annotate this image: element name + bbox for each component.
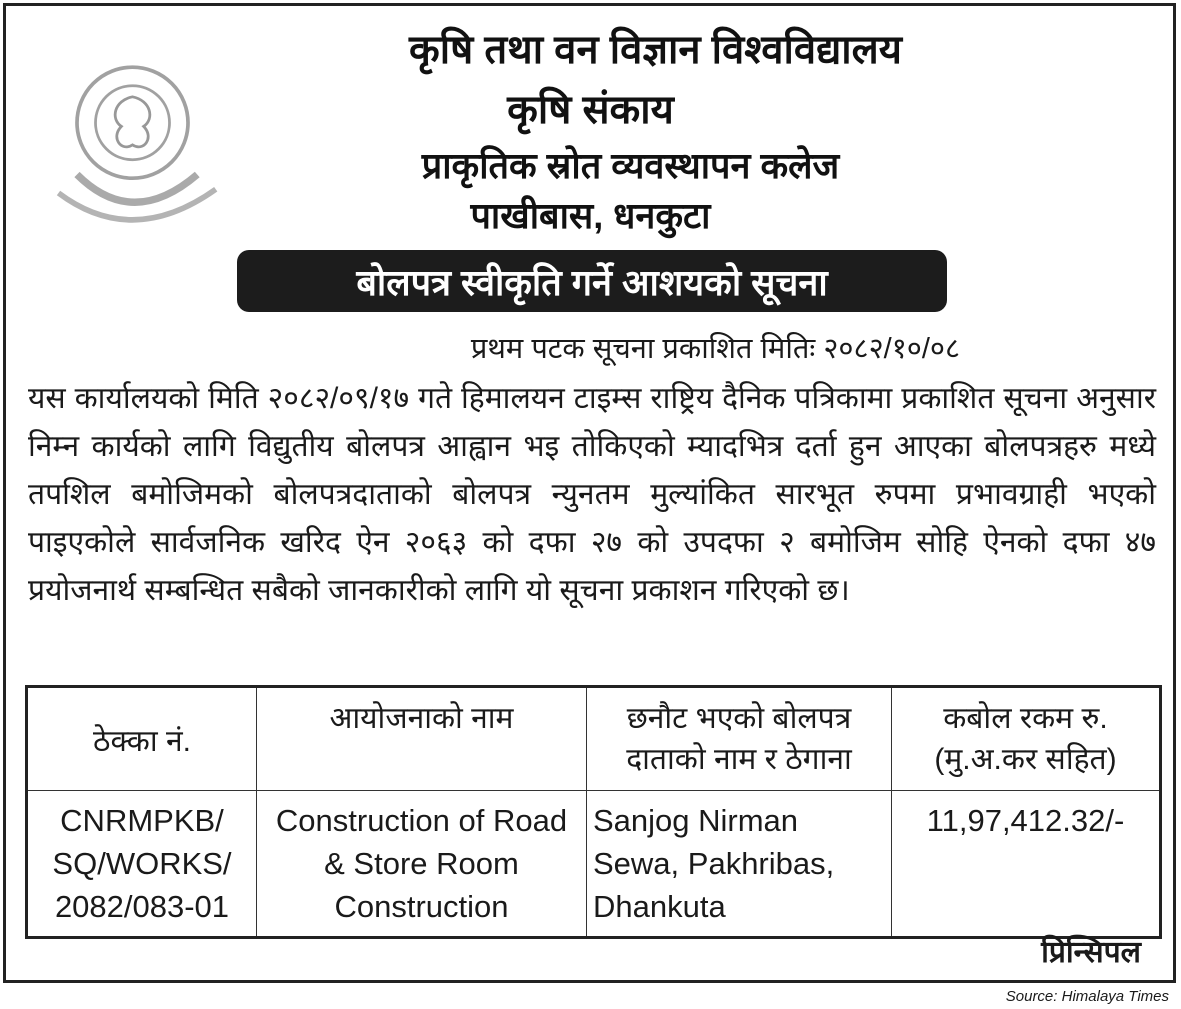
table-row <box>27 791 1161 938</box>
table-header-row <box>27 687 1161 791</box>
college-name: प्राकृतिक स्रोत व्यवस्थापन कलेज <box>421 145 840 186</box>
bidder-name: Sanjog Nirman Sewa, Pakhribas, Dhankuta <box>587 791 892 938</box>
header-amount: कबोल रकम रु. (मु.अ.कर सहित) <box>892 687 1161 791</box>
notice-body: यस कार्यालयको मिति २०८२/०९/१७ गते हिमालयन टाइम्स राष्ट्रिय दैनिक पत्रिकामा प्रकाशित सूचना अनुसार निम्न कार्यको लागि विद्युतीय बोलपत्र आह्वान भइ तोकिएको म्यादभित्र दर्ता हुन आएका बोलपत्रहरु मध्ये तपशिल बमोजिमको बोलपत्रदाताको बोलपत्र न्युनतम मुल्यांकित सारभूत रुपमा प्रभावग्राही भएको पाइएकोले सार्वजनिक खरिद ऐन २०६३ को दफा २७ को उपदफा २ बमोजिम सोहि ऐनको दफा ४७ प्रयोजनार्थ सम्बन्धित सबैको जानकारीको लागि यो सूचना प्रकाशन गरिएको छ। <box>28 382 1156 607</box>
notice-title: बोलपत्र स्वीकृति गर्ने आशयको सूचना <box>237 250 947 312</box>
header-project-name: आयोजनाको नाम <box>257 687 587 791</box>
project-name: Construction of Road & Store Room Construction <box>257 791 587 938</box>
contract-no: CNRMPKB/ SQ/WORKS/ 2082/083-01 <box>27 791 257 938</box>
header-bidder: छनौट भएको बोलपत्र दाताको नाम र ठेगाना <box>587 687 892 791</box>
university-name: कृषि तथा वन विज्ञान विश्वविद्यालय <box>409 28 902 72</box>
faculty-name: कृषि संकाय <box>507 88 674 132</box>
source-credit: Source: Himalaya Times <box>1005 988 1169 1005</box>
signatory: प्रिन्सिपल <box>1041 936 1141 969</box>
header-contract-no: ठेक्का नं. <box>27 687 257 791</box>
publication-date: प्रथम पटक सूचना प्रकाशित मितिः २०८२/१०/०८ <box>470 333 961 365</box>
bid-amount: 11,97,412.32/- <box>892 791 1161 938</box>
award-table <box>25 685 1162 939</box>
college-location: पाखीबास, धनकुटा <box>470 195 711 236</box>
